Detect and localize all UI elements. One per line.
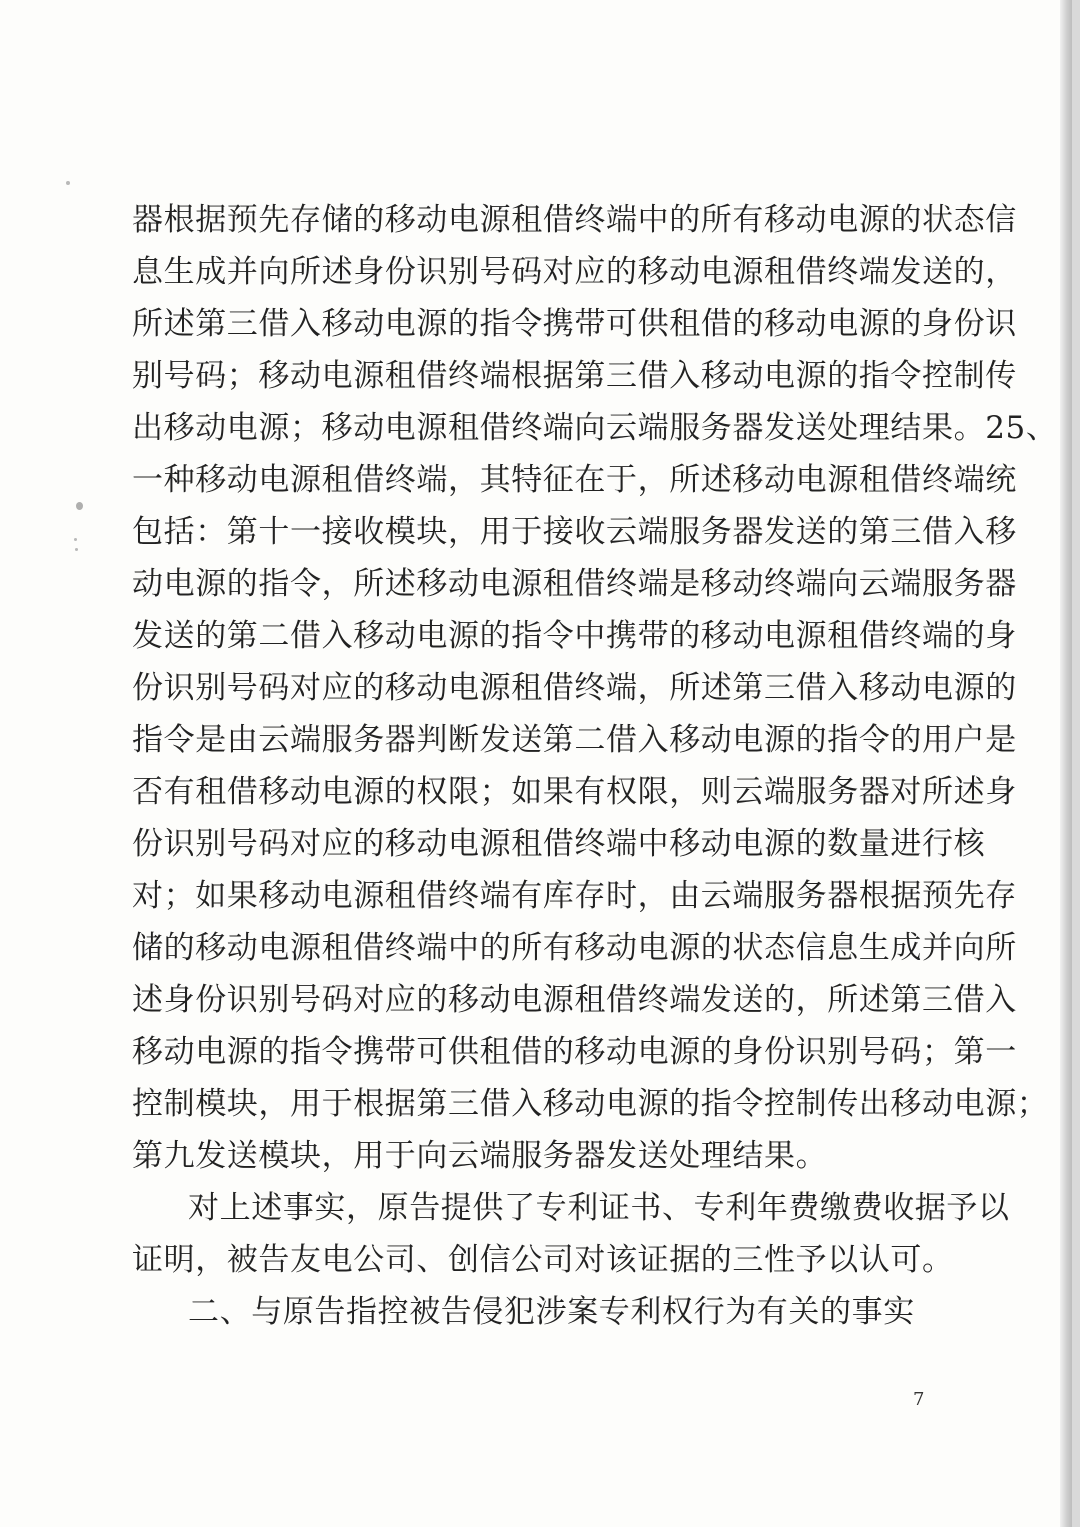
text-line: 指令是由云端服务器判断发送第二借入移动电源的指令的用户是: [132, 722, 1017, 758]
text-line: 第九发送模块，用于向云端服务器发送处理结果。: [132, 1138, 828, 1174]
section-heading: 二、与原告指控被告侵犯涉案专利权行为有关的事实: [188, 1294, 915, 1330]
text-line: 储的移动电源租借终端中的所有移动电源的状态信息生成并向所: [132, 930, 1017, 966]
text-line: 份识别号码对应的移动电源租借终端，所述第三借入移动电源的: [132, 670, 1017, 706]
text-line: 发送的第二借入移动电源的指令中携带的移动电源租借终端的身: [132, 618, 1017, 654]
text-line: 对；如果移动电源租借终端有库存时，由云端服务器根据预先存: [132, 878, 1017, 914]
text-line: 出移动电源；移动电源租借终端向云端服务器发送处理结果。25、: [132, 410, 1058, 446]
text-line: 息生成并向所述身份识别号码对应的移动电源租借终端发送的，: [132, 254, 1017, 290]
text-line: 份识别号码对应的移动电源租借终端中移动电源的数量进行核: [132, 826, 986, 862]
document-body: [132, 194, 1058, 1338]
text-line: 所述第三借入移动电源的指令携带可供租借的移动电源的身份识: [132, 306, 1017, 342]
text-line: 控制模块，用于根据第三借入移动电源的指令控制传出移动电源；: [132, 1086, 1049, 1122]
text-line: 移动电源的指令携带可供租借的移动电源的身份识别号码；第一: [132, 1034, 1017, 1070]
text-line: 一种移动电源租借终端，其特征在于，所述移动电源租借终端统: [132, 462, 1017, 498]
text-line: 别号码；移动电源租借终端根据第三借入移动电源的指令控制传: [132, 358, 1017, 394]
text-line: 动电源的指令，所述移动电源租借终端是移动终端向云端服务器: [132, 566, 1017, 602]
page-edge: [1060, 0, 1072, 1527]
scan-mark: [76, 502, 83, 510]
paragraph-start-line: 对上述事实，原告提供了专利证书、专利年费缴费收据予以: [188, 1190, 1010, 1226]
text-line: 器根据预先存储的移动电源租借终端中的所有移动电源的状态信: [132, 202, 1017, 238]
page-number: 7: [913, 1389, 925, 1410]
text-line: 证明，被告友电公司、创信公司对该证据的三性予以认可。: [132, 1242, 954, 1278]
scan-mark: [75, 548, 78, 551]
scan-mark: [74, 538, 77, 541]
text-line: 包括：第十一接收模块，用于接收云端服务器发送的第三借入移: [132, 514, 1017, 550]
scan-mark: [66, 181, 70, 185]
text-line: 述身份识别号码对应的移动电源租借终端发送的，所述第三借入: [132, 982, 1017, 1018]
text-line: 否有租借移动电源的权限；如果有权限，则云端服务器对所述身: [132, 774, 1017, 810]
